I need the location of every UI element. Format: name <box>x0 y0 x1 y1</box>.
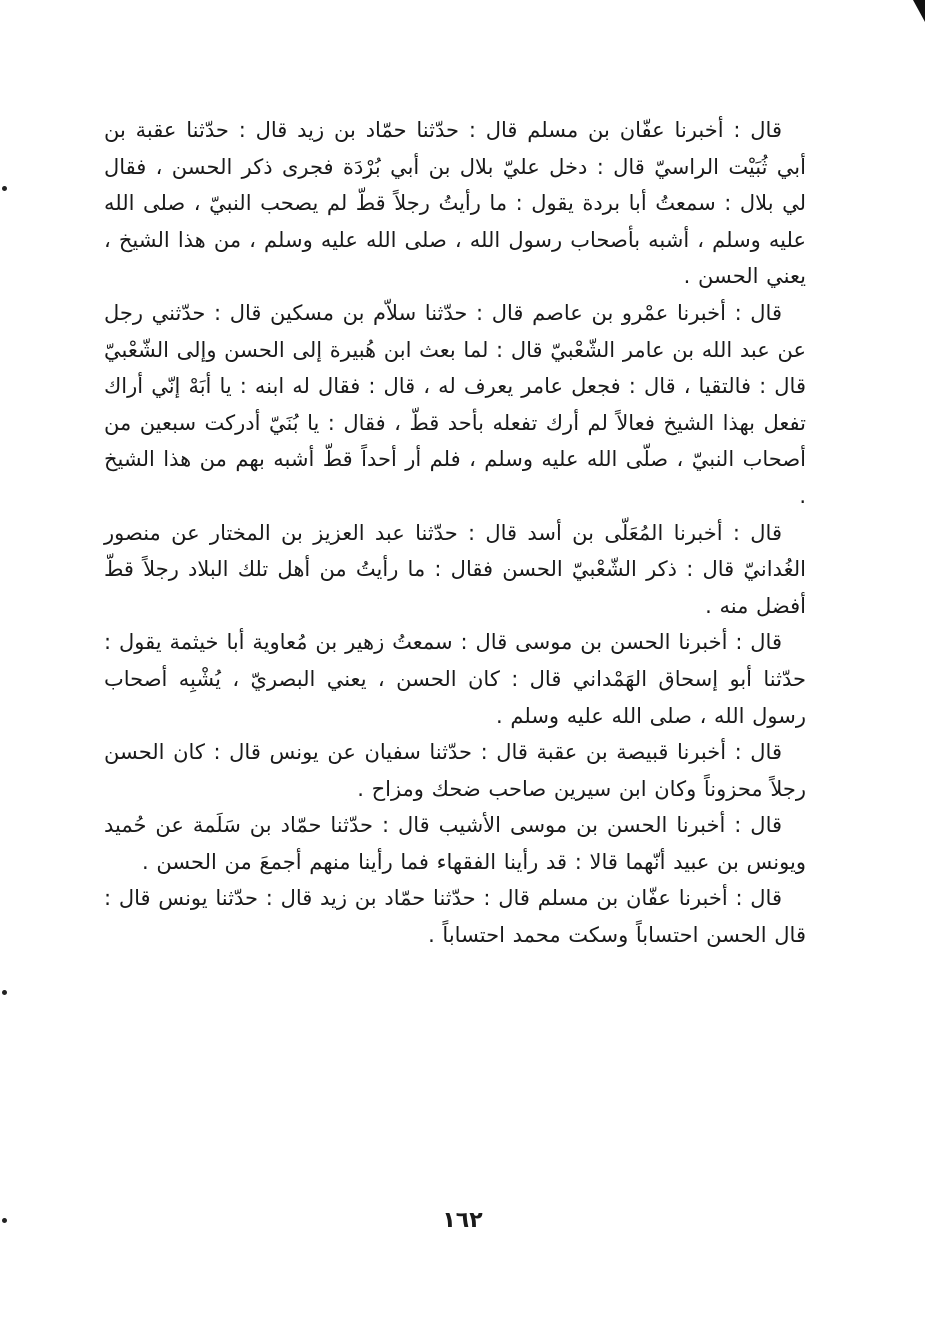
paragraph-3: قال : أخبرنا المُعَلّى بن أسد قال : حدّثنا عبد العزيز بن المختار عن منصور الغُدانيّ قال : ذكر الشّعْبيّ الحسن فقال : ما رأيتُ من أهل تلك البلاد رجلاً قطّ أفضل منه . <box>104 520 806 618</box>
paragraph-1: قال : أخبرنا عفّان بن مسلم قال : حدّثنا حمّاد بن زيد قال : حدّثنا عقبة بن أبي ثُبَيْت الراسيّ قال : دخل عليّ بلال بن أبي بُرْدَة فجرى ذكر الحسن ، فقال لي بلال : سمعتُ أبا بردة يقول : ما رأيتُ رجلاً قطّ لم يصحب النبيّ ، صلى الله عليه وسلم ، أشبه بأصحاب رسول الله ، صلى الله عليه وسلم ، من هذا الشيخ ، يعني الحسن . <box>104 118 806 289</box>
body-text <box>104 112 806 954</box>
paragraph-2: قال : أخبرنا عمْرو بن عاصم قال : حدّثنا سلاّم بن مسكين قال : حدّثني رجل عن عبد الله بن عامر الشّعْبيّ قال : لما بعث ابن هُبيرة إلى الحسن وإلى الشّعْبيّ قال : فالتقيا ، قال : فجعل عامر يعرف له ، قال : فقال له ابنه : يا أبَهْ إنّي أراك تفعل بهذا الشيخ فعالاً لم أرك تفعله بأحد قطّ ، فقال : يا بُنَيّ أدركت سبعين من أصحاب النبيّ ، صلّى الله عليه وسلم ، فلم أر أحداً قطّ أشبه بهم من هذا الشيخ . <box>104 300 806 508</box>
scan-speck <box>2 186 7 191</box>
paragraph-6: قال : أخبرنا الحسن بن موسى الأشيب قال : حدّثنا حمّاد بن سَلَمة عن حُميد ويونس بن عبيد أنّهما قالا : قد رأينا الفقهاء فما رأينا منهم أجمعَ من الحسن . <box>104 813 806 874</box>
paragraph-4: قال : أخبرنا الحسن بن موسى قال : سمعتُ زهير بن مُعاوية أبا خيثمة يقول : حدّثنا أبو إسحاق الهَمْداني قال : كان الحسن ، يعني البصريّ ، يُشْبِه أصحاب رسول الله ، صلى الله عليه وسلم . <box>104 630 806 728</box>
paragraph-7: قال : أخبرنا عفّان بن مسلم قال : حدّثنا حمّاد بن زيد قال : حدّثنا يونس قال : قال الحسن احتساباً وسكت محمد احتساباً . <box>104 886 806 948</box>
corner-scan-mark <box>913 0 925 22</box>
scan-speck <box>2 990 7 995</box>
paragraph-5: قال : أخبرنا قبيصة بن عقبة قال : حدّثنا سفيان عن يونس قال : كان الحسن رجلاً محزوناً وكان ابن سيرين صاحب ضحك ومزاح . <box>104 740 806 801</box>
page-number: ١٦٢ <box>442 1208 483 1233</box>
